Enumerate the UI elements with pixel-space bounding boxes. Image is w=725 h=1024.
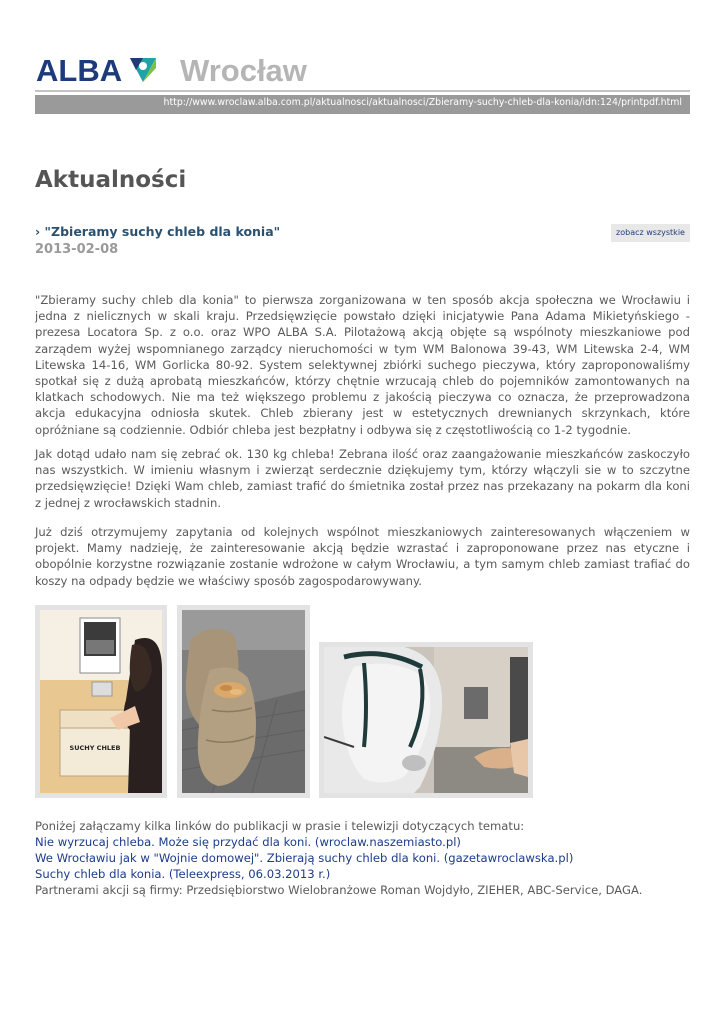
link-naszemiasto[interactable]: Nie wyrzucaj chleba. Może się przydać dla koni. (wroclaw.naszemiasto.pl): [35, 835, 461, 849]
city-logo-text: Wrocław: [180, 53, 307, 88]
link-gazetawroclawska[interactable]: We Wrocławiu jak w "Wojnie domowej". Zbierają suchy chleb dla koni. (gazetawroclawska.pl): [35, 851, 574, 865]
article-paragraph-3: Już dziś otrzymujemy zapytania od kolejnych wspólnot mieszkaniowych zainteresowanych włączeniem w projekt. Mamy nadzieję, że zainteresowanie akcją będzie wzrastać i zaproponowane przez nas etyczne i obopólnie korzystne rozwiązanie zostanie wdrożone w całym Wrocławiu, a tym samym chleb zamiast trafiać do koszy na odpady będzie we właściwy sposób zagospodarowywany.: [35, 525, 690, 588]
links-intro: Poniżej załączamy kilka linków do publikacji w prasie i telewizji dotyczących tematu:: [35, 819, 525, 833]
alba-logo-text[interactable]: ALBA: [36, 53, 123, 88]
photo-collection-box: [35, 605, 167, 798]
photo-bread-sacks: [177, 605, 310, 798]
article-date: 2013-02-08: [35, 242, 119, 257]
suchy-chleb-box-label: SUCHY CHLEB: [69, 744, 121, 752]
page-url[interactable]: http://www.wroclaw.alba.com.pl/aktualnosci/aktualnosci/Zbieramy-suchy-chleb-dla-konia/idn:124/printpdf.html: [163, 97, 682, 108]
links-section: [35, 818, 690, 898]
photo-horse-feeding: [319, 642, 533, 798]
article-paragraph-2: Jak dotąd udało nam się zebrać ok. 130 kg chleba! Zebrana ilość oraz zaangażowanie mieszkańców zaskoczyło nas wszystkich. W imieniu własnym i zwierząt serdecznie dziękujemy tym, którzy włączyli sie w to szczytne przedsięwzięcie! Dzięki Wam chleb, zamiast trafić do śmietnika został przez nas przekazany na pokarm dla koni z jednej z wrocławskich stadnin.: [35, 447, 690, 510]
url-bar: [35, 95, 690, 114]
site-header: [35, 52, 690, 92]
article-title-text: "Zbieramy suchy chleb dla konia": [44, 224, 281, 239]
link-teleexpress[interactable]: Suchy chleb dla konia. (Teleexpress, 06.03.2013 r.): [35, 867, 331, 881]
article-title: [35, 224, 280, 239]
chevron-right-icon: ›: [35, 224, 41, 239]
partners-text: Partnerami akcji są firmy: Przedsiębiorstwo Wielobranżowe Roman Wojdyło, ZIEHER, ABC-Service, DAGA.: [35, 883, 643, 897]
section-title: Aktualności: [35, 167, 187, 193]
article-paragraph-1: "Zbieramy suchy chleb dla konia" to pierwsza zorganizowana w ten sposób akcja społeczna we Wrocławiu i jedna z nielicznych w skali kraju. Przedsięwzięcie powstało dzięki inicjatywie Pana Adama Mikietyńskiego - prezesa Locatora Sp. z o.o. oraz WPO ALBA S.A. Pilotażową akcją objęte są wspólnoty mieszkaniowe pod zarządem wyżej wspomnianego zarządcy nieruchomości w tym WM Balonowa 39-43, WM Litewska 2-4, WM Litewska 14-16, WM Gorlicka 80-92. System selektywnej zbiórki suchego pieczywa, który zaproponowaliśmy spotkał się z dużą aprobatą mieszkańców, którzy chętnie wrzucają chleb do pojemników zamontowanych na klatkach schodowych. Nie ma też większego problemu z jakością pieczywa co oznacza, że przeprowadzona akcja edukacyjna odniosła skutek. Chleb zbierany jest w estetycznych drewnianych skrzynkach, które opróżniane są codziennie. Odbiór chleba jest bezpłatny i odbywa się z częstotliwością co 1-2 tygodnie.: [35, 293, 690, 437]
header-divider: [35, 90, 690, 92]
alba-logo-icon: [128, 54, 158, 84]
see-all-button[interactable]: zobacz wszystkie: [611, 224, 690, 242]
